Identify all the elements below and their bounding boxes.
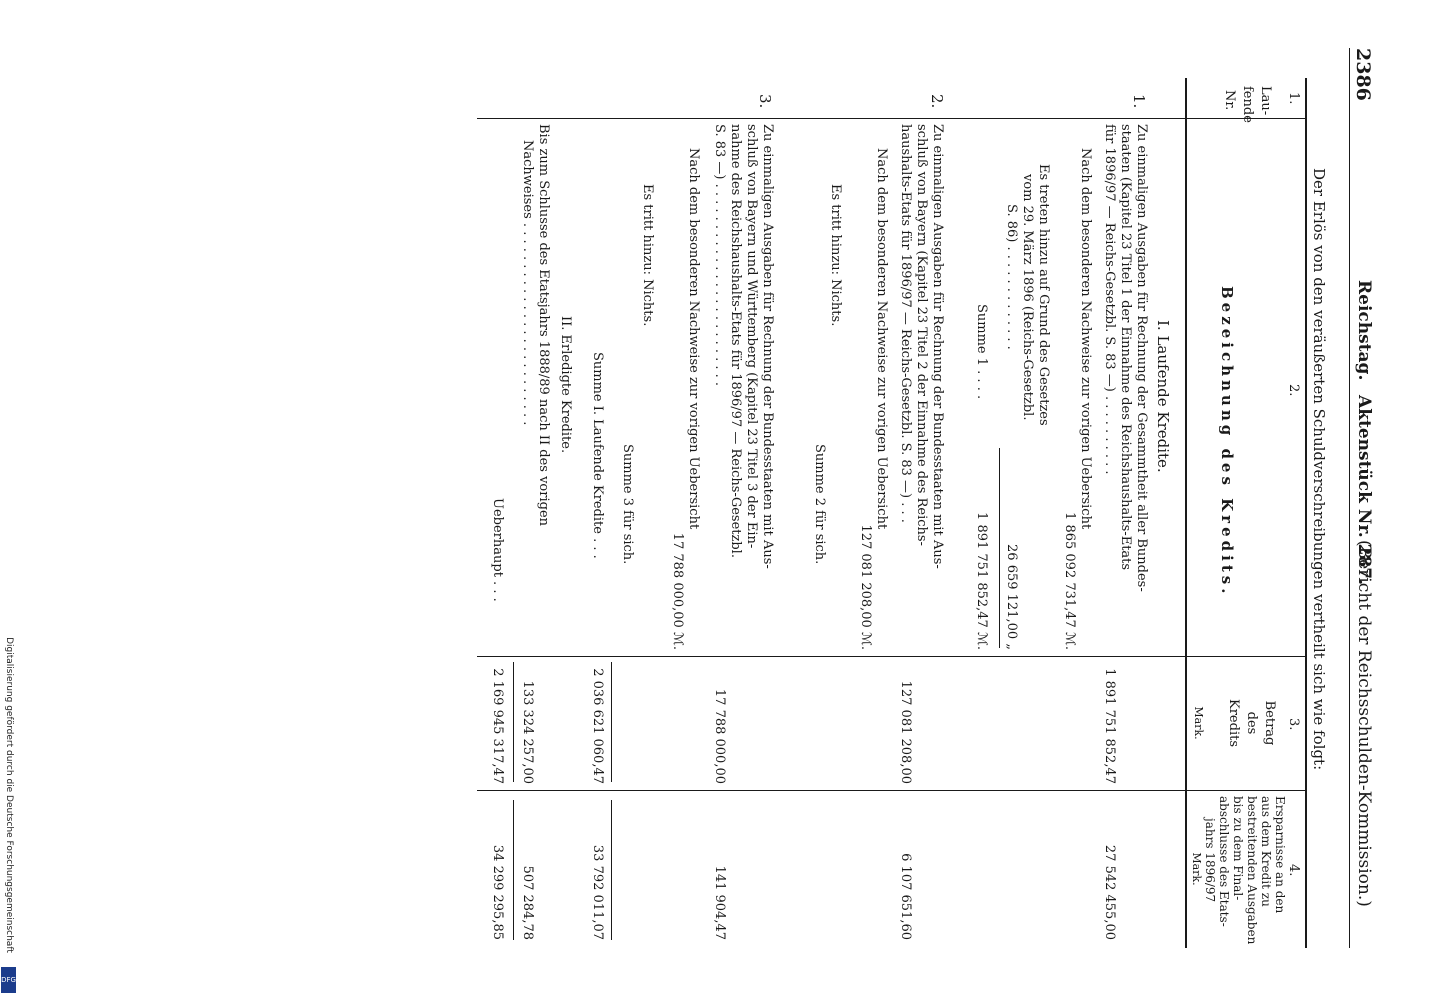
col1-number: 1. xyxy=(1286,92,1301,105)
row3-summe: Summe 3 für sich. xyxy=(620,444,635,565)
col4-unit: Mark. xyxy=(1190,852,1203,886)
summe-I-betrag: 2 036 621 060,47 xyxy=(590,668,605,784)
dfg-sidebar xyxy=(0,600,18,995)
row1-number: 1. xyxy=(1130,94,1148,109)
ueberhaupt-label: Ueberhaupt . . . xyxy=(490,498,505,602)
row1-text-2: staaten (Kapitel 23 Titel 1 der Einnahme des Reichshaushalts-Etats xyxy=(1118,124,1133,571)
dfg-sidebar-text: Digitalisierung gefördert durch die Deutsche Forschungsgemeinschaft xyxy=(4,637,14,953)
erledigt-betrag: 133 324 257,00 xyxy=(520,680,535,784)
row1-treten-1: Es treten hinzu auf Grund des Gesetzes xyxy=(1036,164,1051,426)
section-2-heading: II. Erledigte Kredite. xyxy=(558,316,573,454)
summe-I-label: Summe I. Laufende Kredite . . . xyxy=(590,352,605,559)
intro-text: Der Erlös von den veräußerten Schuldverschreibungen vertheilt sich wie folgt: xyxy=(1310,168,1328,771)
col3-head-1: Betrag xyxy=(1262,700,1277,746)
row2-nachweis-value: 127 081 208,00 ℳ. xyxy=(858,524,873,650)
row2-betrag: 127 081 208,00 xyxy=(898,680,913,784)
row2-nachweis: Nach dem besonderen Nachweise zur vorigen Uebersicht xyxy=(874,148,889,530)
row1-summe-value: 1 891 751 852,47 ℳ. xyxy=(974,512,989,650)
row3-text-3: nahme des Reichshaushalts-Etats für 1896/97 — Reichs-Gesetzbl. xyxy=(728,124,743,558)
section-1-heading: I. Laufende Kredite. xyxy=(1154,320,1172,473)
row1-betrag: 1 891 751 852,47 xyxy=(1102,668,1117,784)
row3-ersparnis: 141 904,47 xyxy=(712,865,727,940)
col3-number: 3. xyxy=(1286,718,1301,731)
erledigt-ersparnis: 507 284,78 xyxy=(520,865,535,940)
erledigt-text-2: Nachweises . . . . . . . . . . . . . . . . . . . . . . . . . xyxy=(520,140,535,426)
erledigt-text-1: Bis zum Schlusse des Etatsjahrs 1888/89 nach II des vorigen xyxy=(536,124,551,527)
row1-treten-3: S. 86) . . . . . . . . . . . . . xyxy=(1004,204,1019,350)
ueberhaupt-ersparnis: 34 299 295,85 xyxy=(490,844,505,940)
col4-head-4: bis zu dem Final- xyxy=(1231,796,1245,901)
ueberhaupt-betrag: 2 169 945 317,47 xyxy=(490,668,505,784)
header-center: Aktenstück Nr. 287. xyxy=(1354,395,1374,586)
col-divider-3 xyxy=(477,790,1307,791)
col4-head-3: bestreitenden Ausgaben xyxy=(1245,796,1259,945)
ueberhaupt-rule-betrag xyxy=(513,662,514,782)
page-number: 2386 xyxy=(1352,48,1374,101)
col2-head: Bezeichnung des Kredits. xyxy=(1218,286,1236,598)
row2-text-3: haushalts-Etats für 1896/97 — Reichs-Gesetzbl. S. 83 —) . . . xyxy=(898,124,913,523)
summe-I-ersparnis: 33 792 011,07 xyxy=(590,844,605,940)
row3-text-2: schluß von Bayern und Württemberg (Kapitel 23 Titel 3 der Ein- xyxy=(744,124,759,549)
col4-head-6: jahrs 1896/97 xyxy=(1203,818,1217,903)
row3-nachweis: Nach dem besonderen Nachweise zur vorigen Uebersicht xyxy=(686,148,701,530)
col-divider-2 xyxy=(477,656,1307,657)
row2-tritt: Es tritt hinzu: Nichts. xyxy=(828,184,843,327)
header-left: Reichstag. xyxy=(1354,280,1374,381)
row3-betrag: 17 788 000,00 xyxy=(712,688,727,784)
row1-treten-2: vom 29. März 1896 (Reichs-Gesetzbl. xyxy=(1020,174,1035,421)
row3-nachweis-value: 17 788 000,00 ℳ. xyxy=(670,532,685,650)
row3-tritt: Es tritt hinzu: Nichts. xyxy=(640,184,655,327)
row2-text-2: schluß von Bayern (Kapitel 23 Titel 2 der Einnahme des Reichs- xyxy=(914,124,929,546)
col1-head-2: fende xyxy=(1240,86,1255,123)
col3-unit: Mark. xyxy=(1192,706,1205,740)
row3-text-4: S. 83 —) . . . . . . . . . . . . . . . . . . . . . . . . . xyxy=(712,124,727,387)
row2-text-1: Zu einmaligen Ausgaben für Rechnung der Bundesstaaten mit Aus- xyxy=(930,124,945,569)
col1-head-3: Nr. xyxy=(1222,90,1237,111)
row1-nachweis: Nach dem besonderen Nachweise zur vorigen Uebersicht xyxy=(1078,148,1093,530)
ueberhaupt-rule-ersparnis xyxy=(513,800,514,940)
row2-summe: Summe 2 für sich. xyxy=(812,444,827,565)
col4-head-2: aus dem Kredit zu xyxy=(1259,796,1273,907)
row1-ersparnis: 27 542 455,00 xyxy=(1102,844,1117,940)
row1-text-1: Zu einmaligen Ausgaben für Rechnung der Gesammtheit aller Bundes- xyxy=(1134,124,1149,592)
row1-text-3: für 1896/97 — Reichs-Gesetzbl. S. 83 —) . . . . . . . . . . xyxy=(1102,124,1117,475)
row1-summe-label: Summe 1 . . . . xyxy=(974,304,989,400)
col3-head-2: des xyxy=(1244,711,1259,735)
header-right: (Bericht der Reichsschulden-Kommission.) xyxy=(1354,540,1374,907)
row1-nachweis-value: 1 865 092 731,47 ℳ. xyxy=(1062,512,1077,650)
dfg-logo: DFG xyxy=(1,967,16,993)
table-top-rule xyxy=(1305,78,1307,948)
col-divider-1 xyxy=(477,118,1307,119)
col3-head-3: Kredits xyxy=(1226,699,1241,747)
col1-head-1: Lau- xyxy=(1258,86,1273,116)
row3-number: 3. xyxy=(756,94,774,109)
row1-treten-value: 26 659 121,00 „ xyxy=(1004,544,1019,650)
col4-number: 4. xyxy=(1286,864,1301,877)
table-header-rule xyxy=(1185,78,1187,948)
row2-ersparnis: 6 107 651,60 xyxy=(898,853,913,940)
col2-number: 2. xyxy=(1286,384,1301,397)
row2-number: 2. xyxy=(928,94,946,109)
summe-I-rule-ersparnis xyxy=(611,800,612,940)
row1-sum-rule xyxy=(999,448,1000,648)
col4-head-1: Ersparnisse an den xyxy=(1273,796,1287,914)
row3-text-1: Zu einmaligen Ausgaben für Rechnung der Bundesstaaten mit Aus- xyxy=(760,124,775,569)
summe-I-rule-betrag xyxy=(611,662,612,782)
col4-head-5: abschlusse des Etats- xyxy=(1217,796,1231,927)
header-rule xyxy=(1349,48,1350,948)
